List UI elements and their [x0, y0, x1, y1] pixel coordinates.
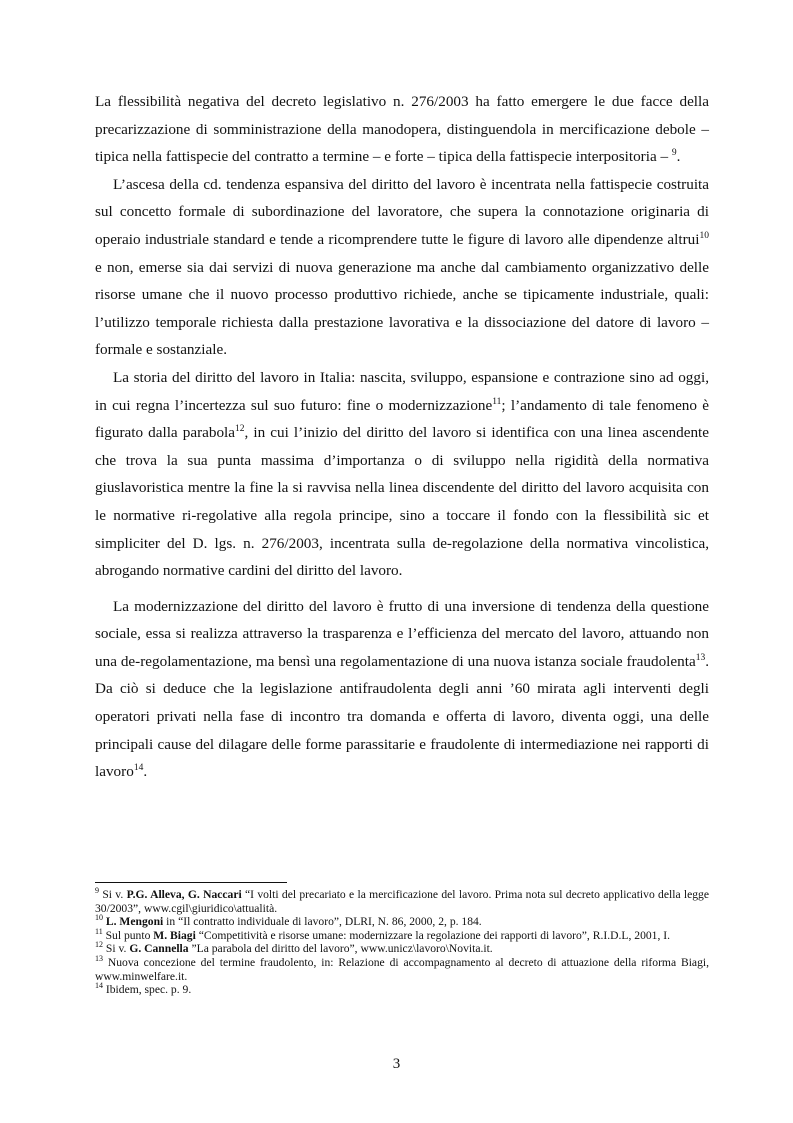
body-text — [95, 88, 709, 786]
footnote-ref-13[interactable]: 13 — [695, 652, 706, 663]
footnote-ref-14[interactable]: 14 — [133, 763, 144, 774]
footnote-13: $^{13}$ Nuova concezione del termine fraudolento, in: Relazione di accompagnamento al decreto di attuazione della riforma Biagi, www.minwelfare.it. — [95, 954, 709, 983]
footnote-10: $^{10}$ L. Mengoni in “Il contratto individuale di lavoro”, DLRI, N. 86, 2000, 2, p. 184. — [95, 913, 482, 929]
footnote-ref-9[interactable]: 9 — [671, 148, 677, 159]
footnote-14: $^{14}$ Ibidem, spec. p. 9. — [95, 981, 192, 997]
footnote-ref-10[interactable]: 10 — [699, 230, 709, 241]
footnotes — [95, 888, 709, 997]
footnote-separator — [95, 882, 287, 883]
paragraph-2: L’ascesa della cd. tendenza espansiva del diritto del lavoro è incentrata nella fattispecie costruita sul concetto formale di subordinazione del lavoratore, che supera la connotazione originaria di operaio industriale standard e tende a ricomprendere tutte le figure di lavoro alle dipendenze altrui$^{10}$ e non, emerse sia dai servizi di nuova generazione ma anche dal cambiamento organizzativo delle risorse umane che il nuovo processo produttivo richiede, anche se tipicamente industriale, quali: l’utilizzo temporale richiesta dalla prestazione lavorativa e la dissociazione del datore di lavoro – formale e sostanziale. — [95, 175, 709, 359]
paragraph-3: La storia del diritto del lavoro in Italia: nascita, sviluppo, espansione e contrazione sino ad oggi, in cui regna l’incertezza sul suo futuro: fine o modernizzazione$^{11}$; l’andamento di tale fenomeno è figurato dalla parabola$^{12}$, in cui l’inizio del diritto del lavoro si identifica con una linea ascendente che trova la sua punta massima d’importanza o di sviluppo nella rigidità della normativa giuslavoristica mentre la fine la si ravvisa nella linea discendente del diritto del lavoro acquisita con le normative ri-regolative alla regola principe, sino a toccare il fondo con la flessibilità sic et simpliciter del D. lgs. n. 276/2003, incentrata sulla de-regolazione della normativa vincolistica, abrogando normative cardini del diritto del lavoro. — [95, 368, 710, 580]
footnote-ref-12[interactable]: 12 — [235, 424, 245, 435]
page-number: 3 — [392, 1056, 401, 1072]
footnote-9: $^9$ Si v. P.G. Alleva, G. Naccari “I volti del precariato e la mercificazione del lavoro. Prima nota sul decreto applicativo della legge 30/2003”, www.cgil\giuridico\attualità. — [95, 886, 710, 915]
footnote-ref-11[interactable]: 11 — [492, 396, 502, 407]
paragraph-4: La modernizzazione del diritto del lavoro è frutto di una inversione di tendenza della questione sociale, essa si realizza attraverso la trasparenza e l’efficienza del mercato del lavoro, attuando non una de-regolamentazione, ma bensì una regolamentazione di una nuova istanza sociale fraudolenta$^{13}$. Da ciò si deduce che la legislazione antifraudolenta degli anni ’60 mirata agli interventi degli operatori privati nella fase di incontro tra domanda e offerta di lavoro, diventa oggi, una delle principali cause del dilagare delle forme parassitarie e fraudolente di intermediazione nei rapporti di lavoro$^{14}$. — [95, 597, 709, 781]
footnote-11: $^{11}$ Sul punto M. Biagi “Competitività e risorse umane: modernizzare la regolazione dei rapporti di lavoro”, R.I.D.L, 2001, I. — [95, 926, 671, 942]
footnote-12: $^{12}$ Si v. G. Cannella ”La parabola del diritto del lavoro”, www.unicz\lavoro\Novita.it. — [95, 940, 493, 956]
paragraph-1: La flessibilità negativa del decreto legislativo n. 276/2003 ha fatto emergere le due facce della precarizzazione di somministrazione della manodopera, distinguendola in mercificazione debole – tipica nella fattispecie del contratto a termine – e forte – tipica della fattispecie interpositoria – $^9$. — [95, 93, 709, 166]
